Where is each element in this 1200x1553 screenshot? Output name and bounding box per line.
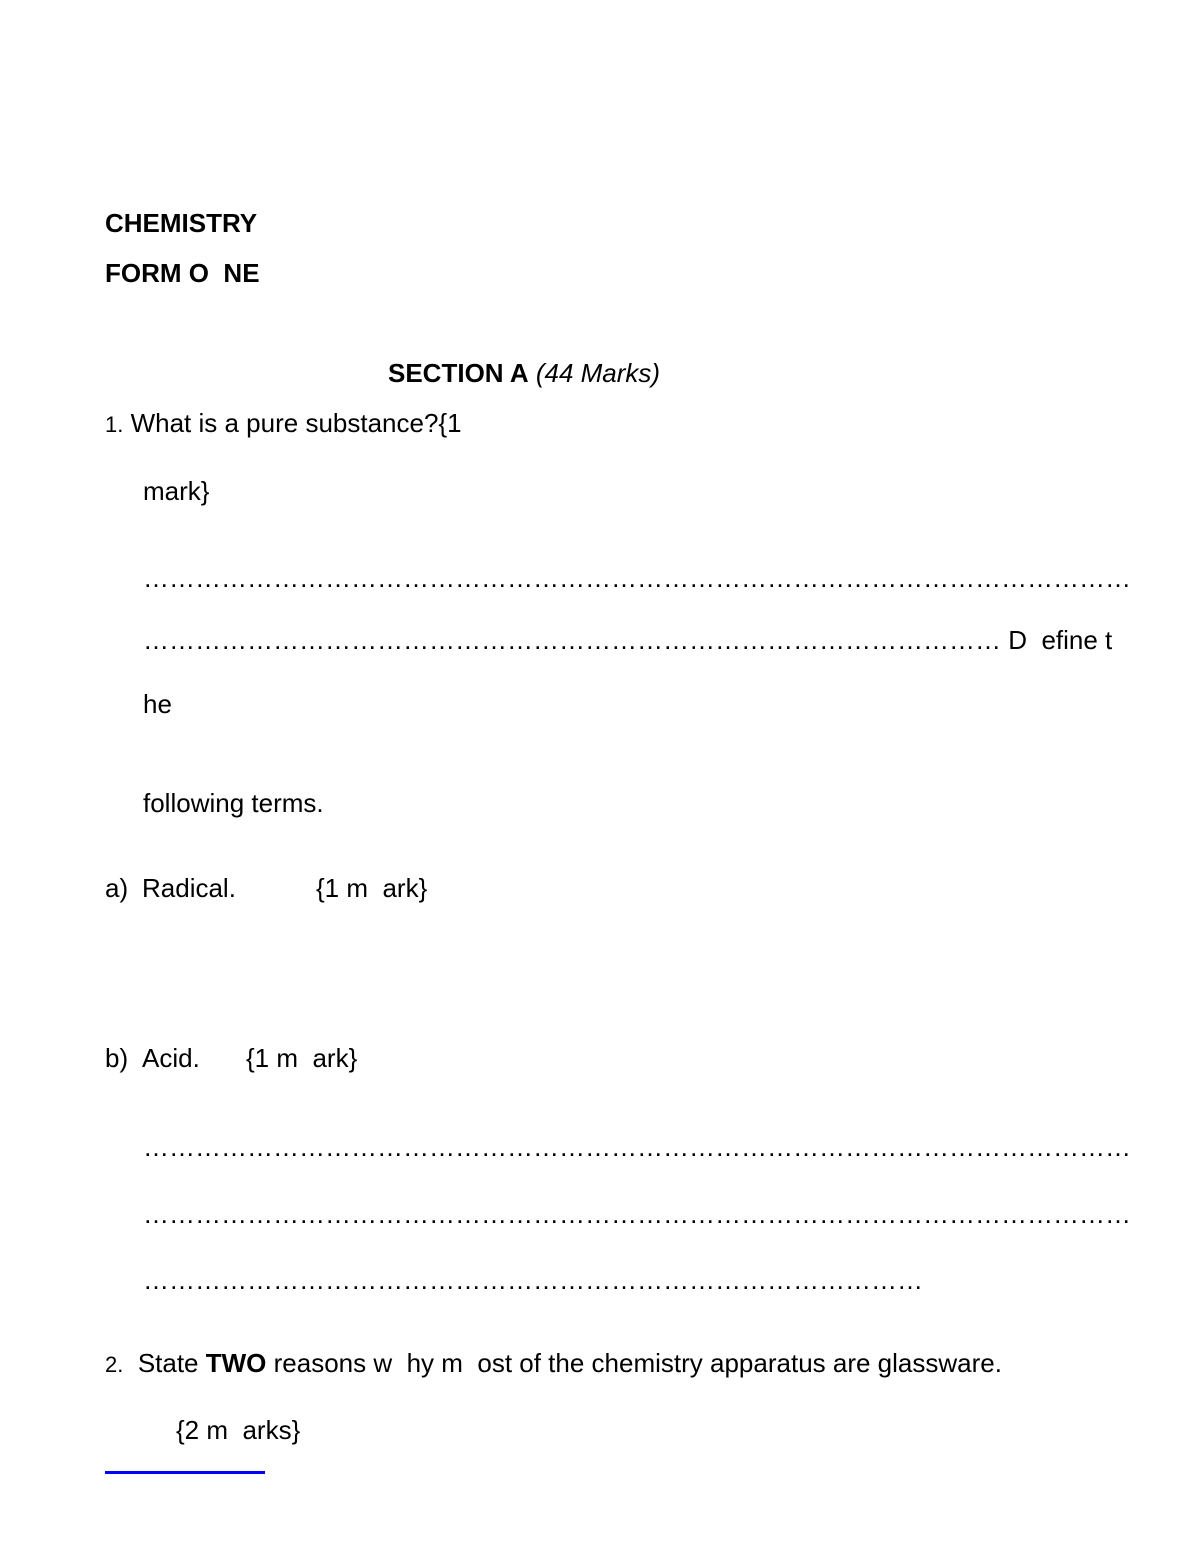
question-2-text-post: reasons w hy m ost of the chemistry apparatus are glassware. (266, 1348, 1002, 1378)
define-text: D efine t (1001, 625, 1113, 655)
part-b-label: b) (105, 1043, 129, 1073)
part-a-text: Radical. (142, 873, 236, 903)
section-marks: (44 Marks) (535, 358, 661, 388)
part-a-marks: {1 m ark} (316, 873, 428, 903)
answer-line: ……………………………………………………………………………………… (143, 625, 1001, 655)
part-b-text: Acid. (142, 1043, 200, 1073)
answer-line: …………………………………………………………………………………………………… (143, 1199, 1131, 1229)
part-a-label: a) (105, 873, 129, 903)
define-instruction: following terms. (143, 788, 324, 818)
question-2-text-bold: TWO (205, 1348, 267, 1378)
answer-line-with-text (143, 625, 1112, 655)
question-1-text: What is a pure substance?{1 (130, 408, 462, 438)
section-title: SECTION A (388, 358, 529, 388)
question-1-text-cont: mark} (143, 476, 210, 506)
form-title: FORM O NE (105, 258, 260, 288)
question-1-number: 1. (105, 412, 124, 437)
question-2 (105, 1348, 1002, 1380)
question-2-text-pre: State (137, 1348, 206, 1378)
part-b-marks: {1 m ark} (246, 1043, 358, 1073)
answer-line: …………………………………………………………………………………………………… (143, 563, 1131, 593)
define-text-cont: he (143, 689, 172, 719)
footer-divider (105, 1471, 265, 1474)
answer-line: …………………………………………………………………………………………………… (143, 1132, 1131, 1162)
answer-line: ……………………………………………………………………………… (143, 1265, 923, 1295)
question-1 (105, 408, 462, 440)
subject-title: CHEMISTRY (105, 208, 258, 238)
question-2-number: 2. (105, 1352, 124, 1377)
question-2-marks: {2 m arks} (176, 1415, 301, 1445)
section-heading (388, 358, 660, 388)
